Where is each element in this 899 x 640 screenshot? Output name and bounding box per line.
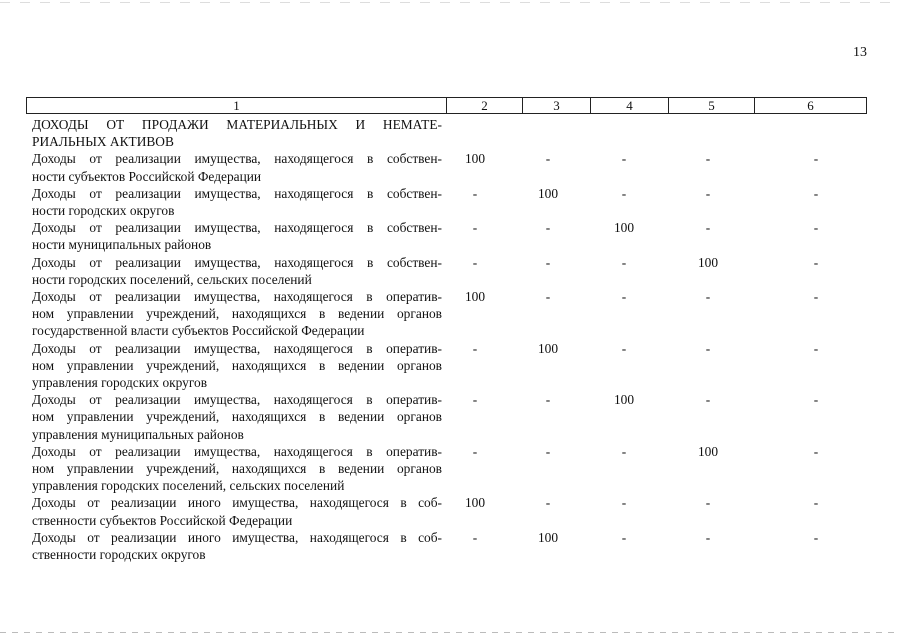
row-value-col-3: - xyxy=(545,289,551,305)
section-title-line: ДОХОДЫ ОТ ПРОДАЖИ МАТЕРИАЛЬНЫХ И НЕМАТЕ- xyxy=(32,117,442,132)
row-description-line: ном управлении учреждений, находящихся в ведении органов xyxy=(32,306,442,322)
column-header-table xyxy=(26,97,867,114)
row-value-col-6: - xyxy=(813,185,819,201)
table-row xyxy=(32,254,866,288)
row-value-col-2: - xyxy=(472,392,478,408)
table-row xyxy=(32,494,866,528)
row-value-col-3: - xyxy=(545,443,551,459)
row-description-line: ности городских поселений, сельских поселений xyxy=(32,271,312,287)
row-value-col-5: 100 xyxy=(697,443,719,459)
row-value-col-5: - xyxy=(705,392,711,408)
row-value-col-5: - xyxy=(705,151,711,167)
row-description-line: управления городских округов xyxy=(32,375,208,391)
row-description xyxy=(32,185,442,219)
row-value-col-4: - xyxy=(621,340,627,356)
row-value-col-6: - xyxy=(813,254,819,270)
table-row xyxy=(32,219,866,253)
row-value-col-2: 100 xyxy=(464,495,486,511)
table-row xyxy=(32,150,866,184)
column-header-5: 5 xyxy=(669,98,755,114)
column-header-row xyxy=(27,98,867,114)
row-description xyxy=(32,494,442,528)
row-description-line: Доходы от реализации имущества, находящегося в оператив- xyxy=(32,443,442,459)
row-value-col-2: 100 xyxy=(464,151,486,167)
row-value-col-3: - xyxy=(545,151,551,167)
row-description-line: Доходы от реализации имущества, находящегося в собствен- xyxy=(32,185,442,201)
row-description-line: управления городских поселений, сельских поселений xyxy=(32,478,345,494)
scan-edge-bottom xyxy=(0,632,899,633)
row-description xyxy=(32,391,442,443)
row-description-line: Доходы от реализации имущества, находящегося в собствен- xyxy=(32,254,442,270)
row-value-col-3: 100 xyxy=(537,185,559,201)
row-description-line: ности муниципальных районов xyxy=(32,237,212,253)
table-row xyxy=(32,288,866,340)
row-description-line: управления муниципальных районов xyxy=(32,426,244,442)
row-description-line: Доходы от реализации имущества, находящегося в собствен- xyxy=(32,220,442,236)
table-body xyxy=(32,116,866,563)
row-description xyxy=(32,340,442,392)
row-value-col-2: - xyxy=(472,254,478,270)
row-description xyxy=(32,443,442,495)
row-value-col-5: - xyxy=(705,495,711,511)
row-value-col-3: 100 xyxy=(537,529,559,545)
row-value-col-5: - xyxy=(705,185,711,201)
section-title xyxy=(32,116,866,150)
row-value-col-4: - xyxy=(621,443,627,459)
row-description-line: ственности субъектов Российской Федерации xyxy=(32,512,293,528)
row-value-col-5: 100 xyxy=(697,254,719,270)
row-value-col-4: - xyxy=(621,151,627,167)
row-value-col-2: - xyxy=(472,529,478,545)
row-description xyxy=(32,288,442,340)
row-description-line: ности городских округов xyxy=(32,203,175,219)
row-value-col-2: - xyxy=(472,443,478,459)
row-value-col-4: - xyxy=(621,254,627,270)
row-description-line: ственности городских округов xyxy=(32,547,206,563)
row-description-line: Доходы от реализации имущества, находящегося в оператив- xyxy=(32,340,442,356)
table-row xyxy=(32,529,866,563)
column-header-6: 6 xyxy=(755,98,867,114)
row-description-line: Доходы от реализации иного имущества, находящегося в соб- xyxy=(32,495,442,511)
row-value-col-6: - xyxy=(813,289,819,305)
row-value-col-4: - xyxy=(621,185,627,201)
row-value-col-2: - xyxy=(472,185,478,201)
scan-edge-top xyxy=(0,2,899,3)
row-value-col-6: - xyxy=(813,151,819,167)
row-value-col-6: - xyxy=(813,340,819,356)
row-description-line: ном управлении учреждений, находящихся в ведении органов xyxy=(32,409,442,425)
row-value-col-6: - xyxy=(813,220,819,236)
row-value-col-2: - xyxy=(472,340,478,356)
table-rows xyxy=(32,150,866,563)
page-number: 13 xyxy=(853,45,867,60)
table-row xyxy=(32,391,866,443)
row-value-col-5: - xyxy=(705,529,711,545)
row-value-col-6: - xyxy=(813,529,819,545)
row-description xyxy=(32,150,442,184)
row-description-line: ности субъектов Российской Федерации xyxy=(32,168,262,184)
table-row xyxy=(32,185,866,219)
row-value-col-2: - xyxy=(472,220,478,236)
row-description-line: ном управлении учреждений, находящихся в ведении органов xyxy=(32,461,442,477)
column-header-4: 4 xyxy=(591,98,669,114)
row-value-col-4: - xyxy=(621,529,627,545)
table-row xyxy=(32,340,866,392)
table-row xyxy=(32,443,866,495)
row-description-line: Доходы от реализации иного имущества, находящегося в соб- xyxy=(32,529,442,545)
row-value-col-6: - xyxy=(813,495,819,511)
row-description xyxy=(32,254,442,288)
row-value-col-5: - xyxy=(705,220,711,236)
row-value-col-3: - xyxy=(545,392,551,408)
row-value-col-4: - xyxy=(621,495,627,511)
row-description-line: Доходы от реализации имущества, находящегося в оператив- xyxy=(32,289,442,305)
row-value-col-3: - xyxy=(545,254,551,270)
column-header-3: 3 xyxy=(523,98,591,114)
row-value-col-3: - xyxy=(545,495,551,511)
row-value-col-5: - xyxy=(705,289,711,305)
row-description xyxy=(32,529,442,563)
row-value-col-6: - xyxy=(813,392,819,408)
row-value-col-4: 100 xyxy=(613,392,635,408)
row-description-line: Доходы от реализации имущества, находящегося в собствен- xyxy=(32,151,442,167)
row-value-col-3: 100 xyxy=(537,340,559,356)
row-value-col-2: 100 xyxy=(464,289,486,305)
row-description xyxy=(32,219,442,253)
row-value-col-4: 100 xyxy=(613,220,635,236)
row-value-col-4: - xyxy=(621,289,627,305)
row-description-line: ном управлении учреждений, находящихся в ведении органов xyxy=(32,357,442,373)
row-value-col-6: - xyxy=(813,443,819,459)
row-description-line: Доходы от реализации имущества, находящегося в оператив- xyxy=(32,392,442,408)
row-value-col-5: - xyxy=(705,340,711,356)
column-header-2: 2 xyxy=(447,98,523,114)
column-header-1: 1 xyxy=(27,98,447,114)
section-title-line: РИАЛЬНЫХ АКТИВОВ xyxy=(32,134,174,150)
row-value-col-3: - xyxy=(545,220,551,236)
row-description-line: государственной власти субъектов Российской Федерации xyxy=(32,323,365,339)
